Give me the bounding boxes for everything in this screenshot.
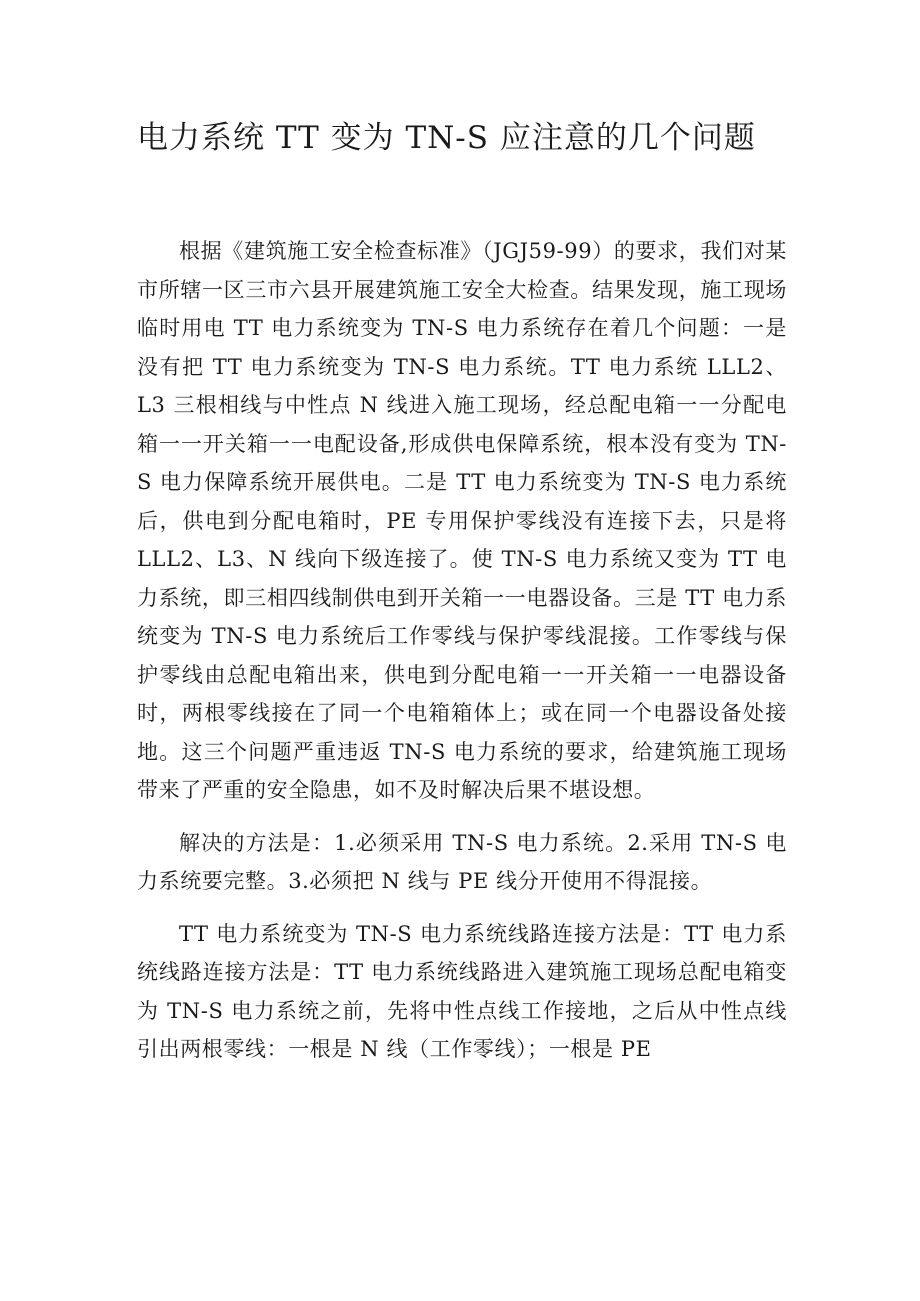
paragraph-inspection-findings: 根据《建筑施工安全检查标准》（JGJ59-99）的要求，我们对某市所辖一区三市六县开展建筑施工安全大检查。结果发现，施工现场临时用电 TT 电力系统变为 TN-S 电力系统存在着几个问题：一是没有把 TT 电力系统变为 TN-S 电力系统。TT 电力系统 LLL2、L3 三根相线与中性点 N 线进入施工现场，经总配电箱一一分配电箱一一开关箱一一电配设备,形成供电保障系统，根本没有变为 TN-S 电力保障系统开展供电。二是 TT 电力系统变为 TN-S 电力系统后，供电到分配电箱时，PE 专用保护零线没有连接下去，只是将 LLL2、L3、N 线向下级连接了。使 TN-S 电力系统又变为 TT 电力系统，即三相四线制供电到开关箱一一电器设备。三是 TT 电力系统变为 TN-S 电力系统后工作零线与保护零线混接。工作零线与保护零线由总配电箱出来，供电到分配电箱一一开关箱一一电器设备时，两根零线接在了同一个电箱箱体上；或在同一个电器设备处接地。这三个问题严重违返 TN-S 电力系统的要求，给建筑施工现场带来了严重的安全隐患，如不及时解决后果不堪设想。 [137, 239, 787, 802]
paragraph-wiring-method: TT 电力系统变为 TN-S 电力系统线路连接方法是：TT 电力系统线路连接方法是：TT 电力系统线路进入建筑施工现场总配电箱变为 TN-S 电力系统之前，先将中性点线工作接地，之后从中性点线引出两根零线：一根是 N 线（工作零线）；一根是 PE [137, 921, 787, 1061]
paragraph-solutions: 解决的方法是：1.必须采用 TN-S 电力系统。2.采用 TN-S 电力系统要完整。3.必须把 N 线与 PE 线分开使用不得混接。 [137, 830, 787, 893]
document-title: 电力系统 TT 变为 TN-S 应注意的几个问题 [137, 120, 756, 156]
document-body [137, 232, 787, 1083]
